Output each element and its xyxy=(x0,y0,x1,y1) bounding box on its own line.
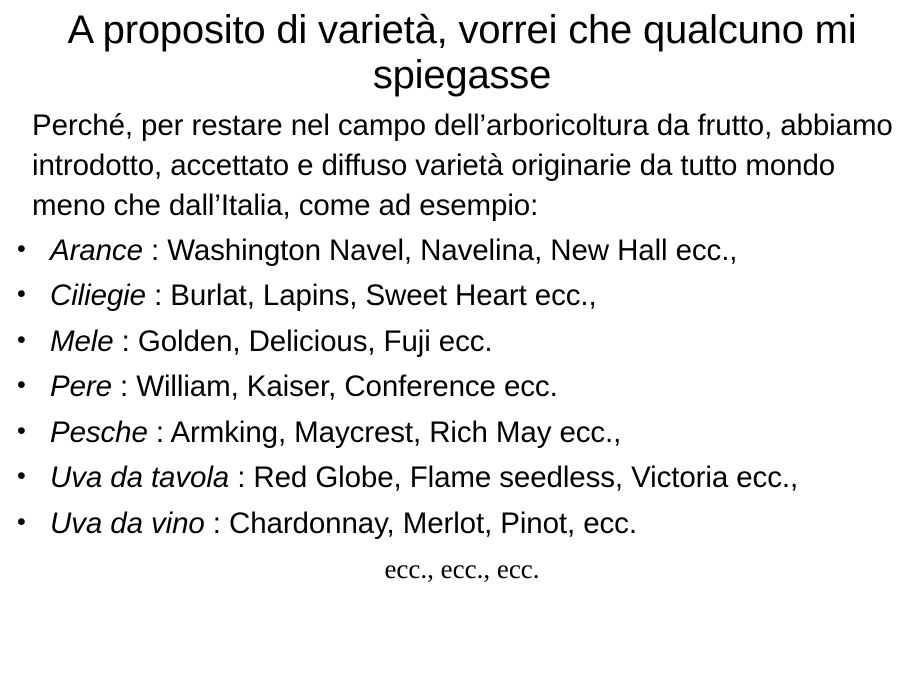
variety-list xyxy=(0,233,924,540)
slide-intro-paragraph: Perché, per restare nel campo dell’arboricoltura da frutto, abbiamo introdotto, accettato e diffuso varietà originarie da tutto mondo meno che dall’Italia, come ad esempio: xyxy=(32,108,893,222)
list-item-kind: Mele xyxy=(50,324,114,358)
bullet-icon: • xyxy=(17,234,26,263)
list-item-separator: : xyxy=(237,461,254,495)
slide xyxy=(0,8,924,679)
list-item-kind: Arance xyxy=(50,233,143,267)
list-item-varieties: Chardonnay, Merlot, Pinot, ecc. xyxy=(229,506,637,540)
list-item xyxy=(12,324,924,358)
list-item-separator: : xyxy=(150,233,168,267)
list-item-kind: Pere xyxy=(50,370,112,404)
list-item-separator: : xyxy=(155,415,171,449)
slide-footer: ecc., ecc., ecc. xyxy=(384,554,540,585)
list-item xyxy=(12,506,924,540)
bullet-icon: • xyxy=(17,416,26,445)
list-item xyxy=(12,372,924,402)
bullet-icon: • xyxy=(17,507,26,536)
list-item-separator: : xyxy=(212,506,229,540)
list-item xyxy=(12,281,924,311)
list-item-separator: : xyxy=(120,370,137,404)
list-item xyxy=(12,463,924,493)
list-item xyxy=(12,233,924,267)
list-item-varieties: Red Globe, Flame seedless, Victoria ecc., xyxy=(253,461,799,495)
list-item-kind: Ciliegie xyxy=(50,279,146,313)
list-item-varieties: Armking, Maycrest, Rich May ecc., xyxy=(170,415,622,449)
list-item-varieties: William, Kaiser, Conference ecc. xyxy=(136,370,558,404)
list-item-separator: : xyxy=(121,324,138,358)
bullet-icon: • xyxy=(17,371,26,400)
list-item-varieties: Golden, Delicious, Fuji ecc. xyxy=(137,324,493,358)
list-item-kind: Uva da tavola xyxy=(50,461,230,495)
list-item-kind: Uva da vino xyxy=(50,506,205,540)
list-item-separator: : xyxy=(154,279,171,313)
list-item-varieties: Washington Navel, Navelina, New Hall ecc., xyxy=(167,233,738,267)
slide-title: A proposito di varietà, vorrei che qualcuno mi spiegasse xyxy=(67,8,857,97)
bullet-icon: • xyxy=(17,325,26,354)
list-item-kind: Pesche xyxy=(50,415,148,449)
list-item xyxy=(12,415,924,449)
bullet-icon: • xyxy=(17,462,26,491)
list-item-varieties: Burlat, Lapins, Sweet Heart ecc., xyxy=(170,279,597,313)
bullet-icon: • xyxy=(17,280,26,309)
